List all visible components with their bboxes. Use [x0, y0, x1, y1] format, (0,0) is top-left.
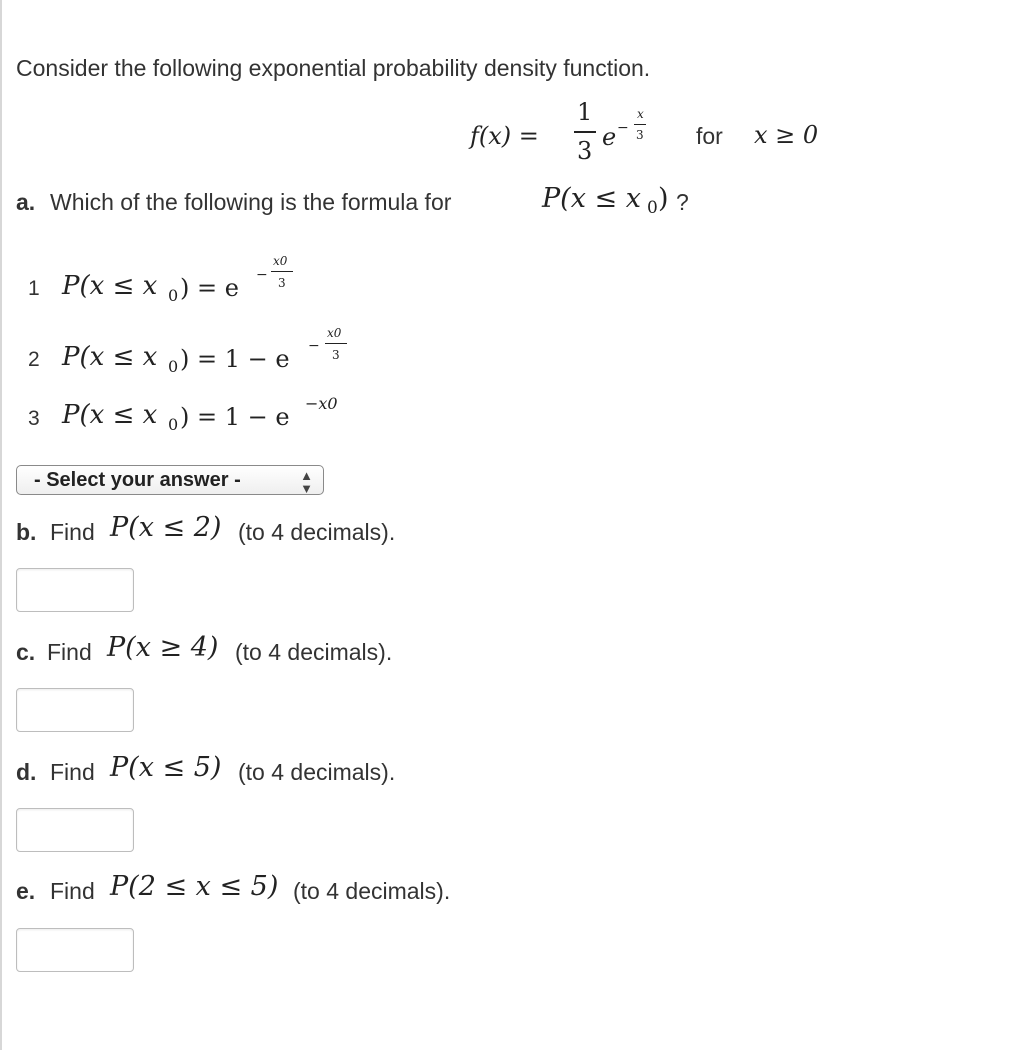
option-sub: 0 — [168, 415, 179, 434]
part-a-end: ? — [676, 189, 689, 215]
option-rhs: ) = 1 − e — [180, 403, 290, 431]
part-c-label: c. — [16, 639, 36, 665]
option-exp-sign: − — [308, 338, 320, 354]
option-rhs: ) = 1 − e — [180, 345, 290, 373]
option-sub: 0 — [168, 286, 179, 305]
part-a-math-end: ) — [658, 183, 669, 214]
pdf-fraction-bar — [574, 131, 596, 133]
answer-select[interactable] — [16, 465, 324, 495]
part-c-math: P(x ≥ 4) — [107, 632, 219, 663]
option-lhs: P(x ≤ x — [62, 271, 158, 301]
part-a-label: a. — [16, 189, 36, 215]
part-b-answer-input[interactable] — [16, 568, 134, 612]
intro-text: Consider the following exponential probability density function. — [16, 55, 651, 81]
pdf-for: for — [696, 123, 723, 149]
pdf-lhs: f(x) = — [470, 122, 539, 150]
part-b-find: Find — [50, 519, 95, 545]
part-e-label: e. — [16, 878, 36, 904]
part-a-text: Which of the following is the formula for — [50, 189, 452, 215]
pdf-numerator: 1 — [577, 98, 593, 126]
part-d-label: d. — [16, 759, 37, 785]
part-e-find: Find — [50, 878, 95, 904]
option-exp: −x0 — [305, 394, 338, 413]
option-rhs: ) = e — [180, 274, 239, 302]
part-d-answer-input[interactable] — [16, 808, 134, 852]
part-b-suffix: (to 4 decimals). — [238, 519, 396, 545]
part-c-suffix: (to 4 decimals). — [235, 639, 393, 665]
option-number: 3 — [28, 407, 40, 430]
chevron-up-icon: ▲ — [300, 468, 313, 483]
part-a-math-sub: 0 — [647, 198, 658, 218]
part-b-label: b. — [16, 519, 37, 545]
option-exp-bar — [271, 271, 293, 272]
part-d-suffix: (to 4 decimals). — [238, 759, 396, 785]
pdf-exp-bar — [634, 124, 646, 125]
option-exp-num: x0 — [273, 254, 288, 268]
part-d-find: Find — [50, 759, 95, 785]
select-arrows-icon — [300, 469, 313, 495]
option-lhs: P(x ≤ x — [62, 342, 158, 372]
option-lhs: P(x ≤ x — [62, 400, 158, 430]
pdf-exp-sign: − — [617, 120, 629, 136]
part-b-math: P(x ≤ 2) — [110, 512, 222, 543]
part-e-suffix: (to 4 decimals). — [293, 878, 451, 904]
pdf-exp-den: 3 — [636, 128, 644, 142]
option-number: 1 — [28, 277, 40, 300]
option-exp-sign: − — [256, 267, 268, 283]
part-c-find: Find — [47, 639, 92, 665]
option-sub: 0 — [168, 357, 179, 376]
pdf-domain: x ≥ 0 — [754, 121, 819, 149]
part-e-math: P(2 ≤ x ≤ 5) — [110, 871, 279, 902]
option-exp-den: 3 — [278, 276, 286, 290]
part-d-math: P(x ≤ 5) — [110, 752, 222, 783]
part-e-answer-input[interactable] — [16, 928, 134, 972]
option-number: 2 — [28, 348, 40, 371]
pdf-base-e: e — [602, 123, 617, 151]
select-value: - Select your answer - — [34, 469, 241, 491]
chevron-down-icon: ▼ — [300, 481, 313, 496]
option-exp-bar — [325, 343, 347, 344]
pdf-exp-num: x — [637, 107, 644, 121]
option-exp-num: x0 — [327, 326, 342, 340]
part-c-answer-input[interactable] — [16, 688, 134, 732]
option-exp-den: 3 — [332, 348, 340, 362]
pdf-denominator: 3 — [577, 137, 593, 165]
part-a-math: P(x ≤ x — [542, 183, 641, 214]
